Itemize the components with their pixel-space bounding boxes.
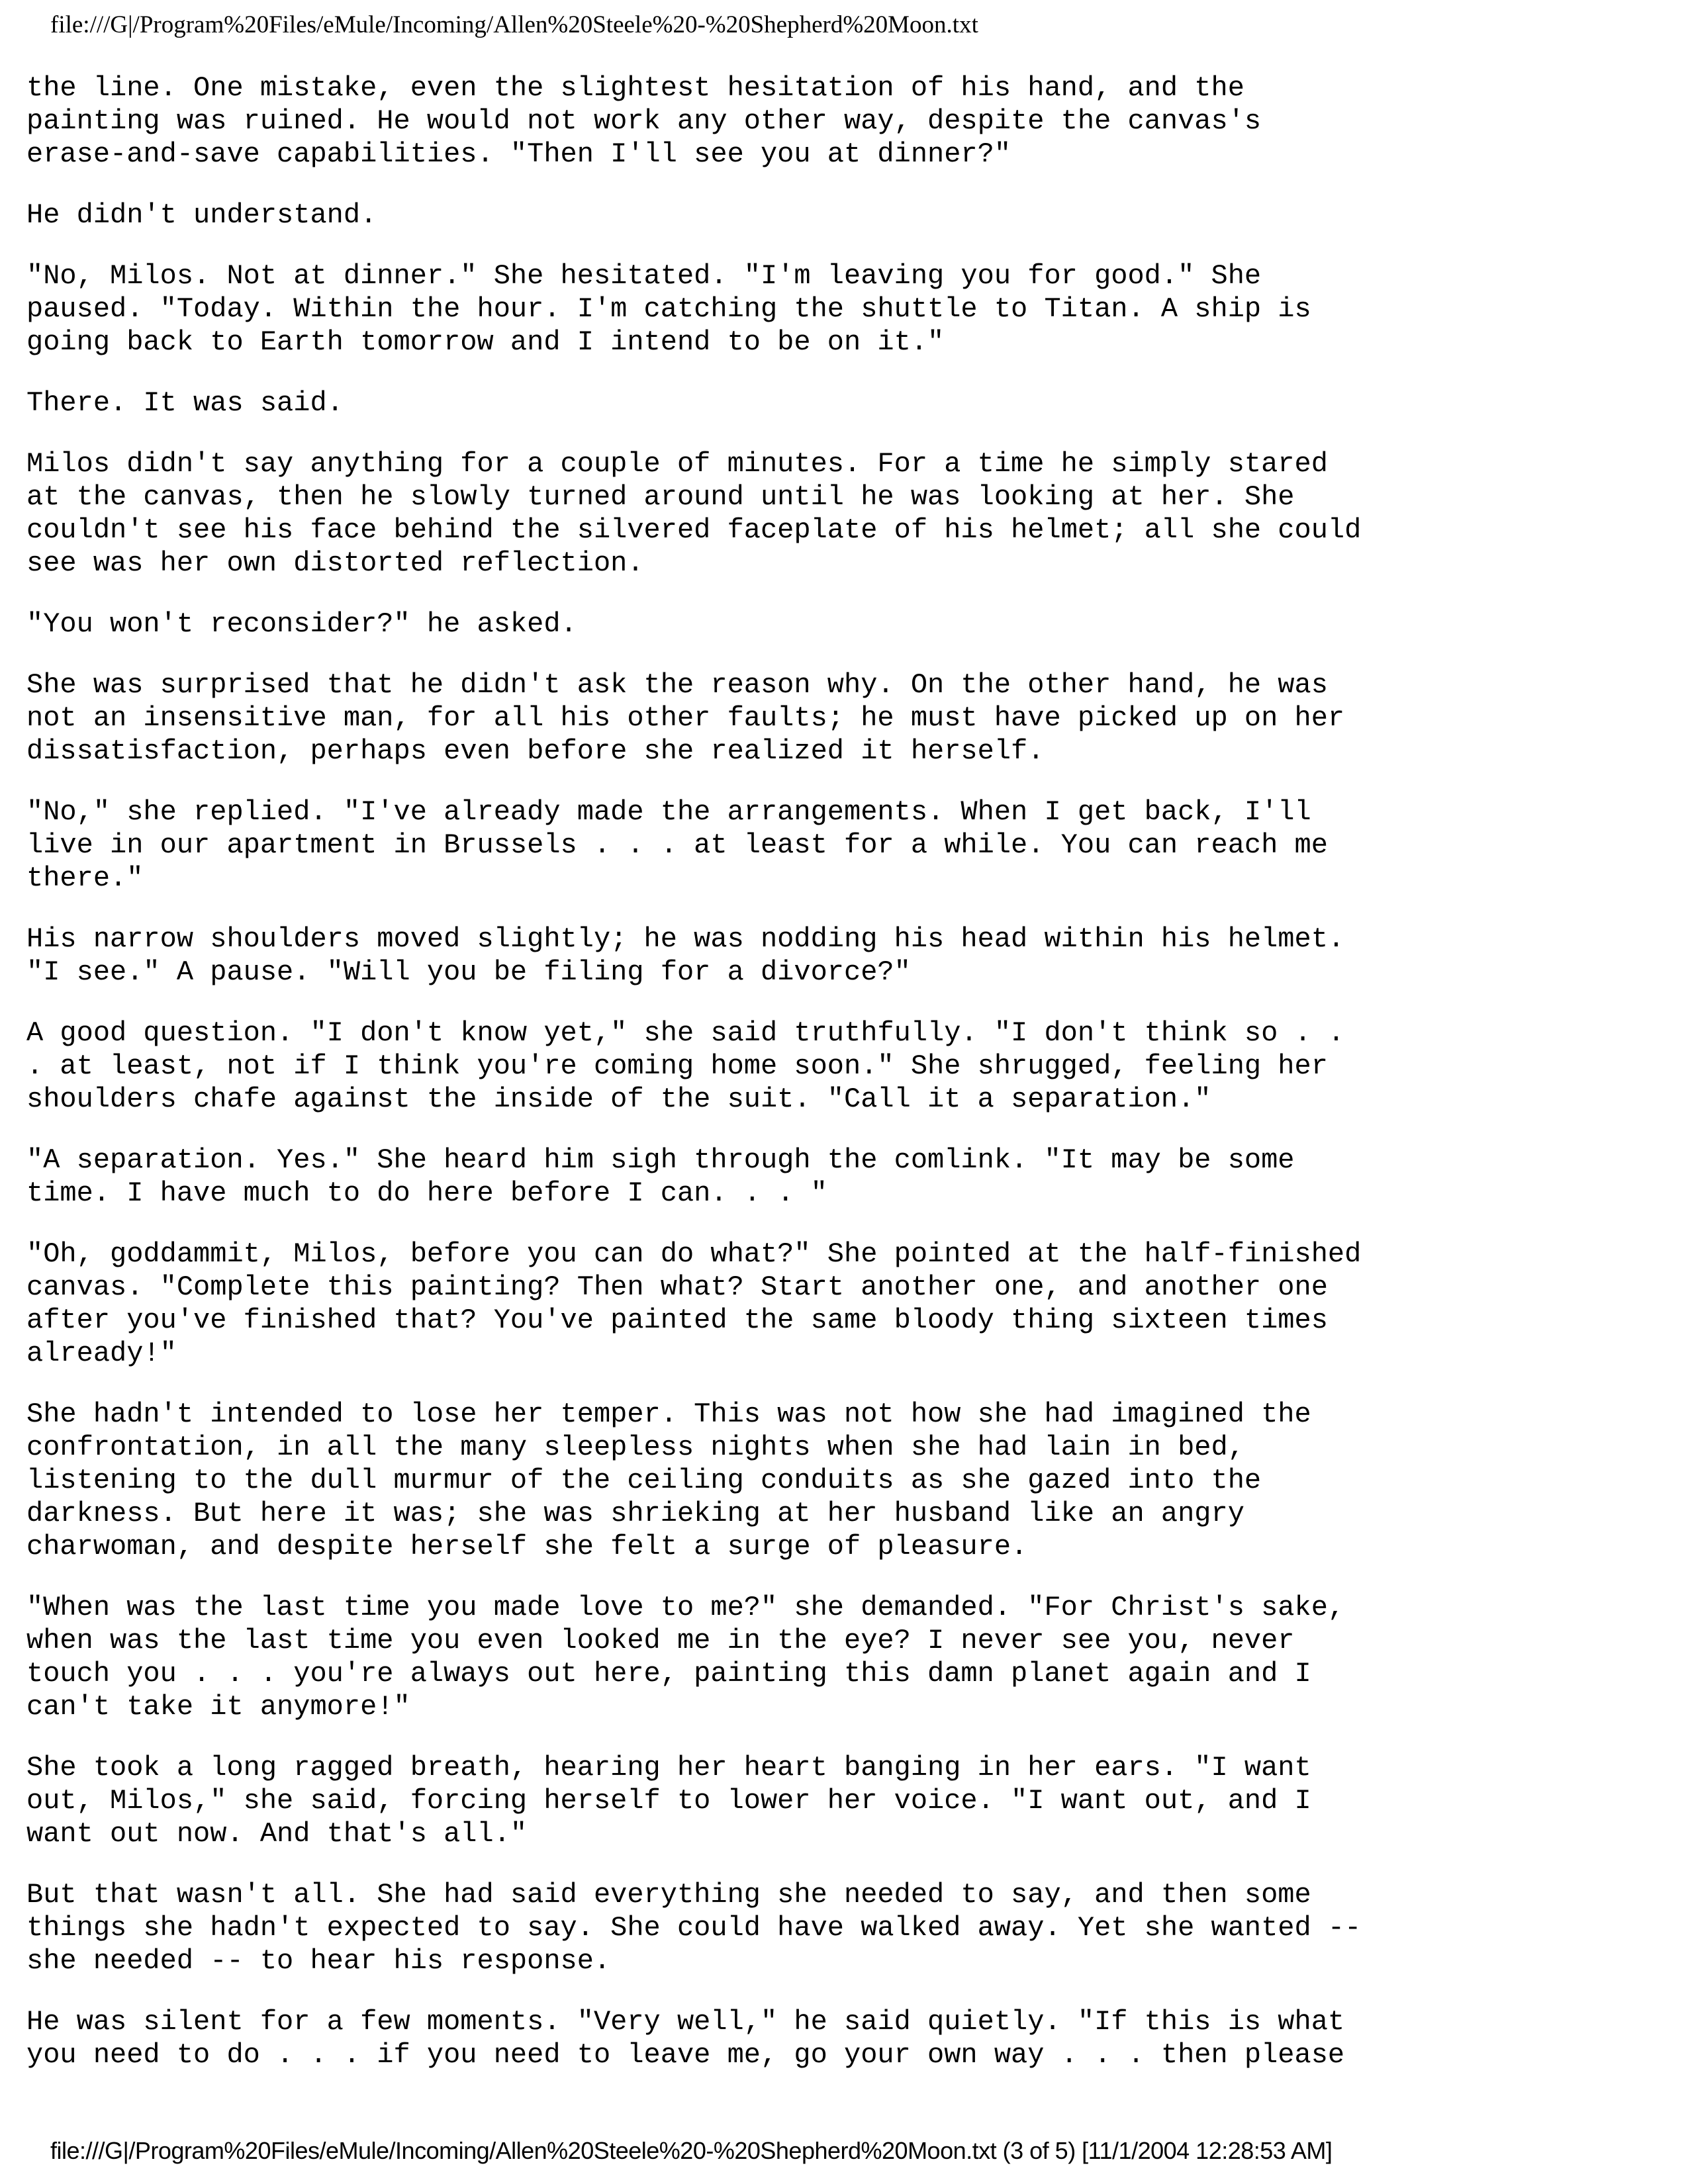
text-line: see was her own distorted reflection. [26, 547, 644, 579]
text-line: after you've finished that? You've painted the same bloody thing sixteen times [26, 1304, 1328, 1336]
paragraph [26, 1398, 1390, 1563]
text-line: touch you . . . you're always out here, painting this damn planet again and I [26, 1658, 1311, 1690]
text-line: listening to the dull murmur of the ceiling conduits as she gazed into the [26, 1465, 1262, 1496]
text-line: shoulders chafe against the inside of the suit. "Call it a separation." [26, 1083, 1211, 1115]
text-line: live in our apartment in Brussels . . . at least for a while. You can reach me [26, 829, 1328, 861]
text-line: But that wasn't all. She had said everything she needed to say, and then some [26, 1879, 1311, 1911]
paragraph [26, 1238, 1390, 1370]
text-line: There. It was said. [26, 387, 344, 419]
text-line: darkness. But here it was; she was shrieking at her husband like an angry [26, 1498, 1244, 1529]
text-line: dissatisfaction, perhaps even before she realized it herself. [26, 735, 1045, 767]
text-line: canvas. "Complete this painting? Then what? Start another one, and another one [26, 1271, 1328, 1303]
text-line: things she hadn't expected to say. She could have walked away. Yet she wanted -- [26, 1912, 1362, 1944]
text-line: Milos didn't say anything for a couple of minutes. For a time he simply stared [26, 448, 1328, 480]
text-line: out, Milos," she said, forcing herself to lower her voice. "I want out, and I [26, 1785, 1311, 1817]
text-line: you need to do . . . if you need to leave me, go your own way . . . then please [26, 2039, 1345, 2071]
paragraph [26, 2005, 1390, 2071]
text-line: He didn't understand. [26, 199, 377, 231]
text-line: charwoman, and despite herself she felt a surge of pleasure. [26, 1531, 1028, 1563]
paragraph [26, 71, 1390, 171]
text-line: when was the last time you even looked me in the eye? I never see you, never [26, 1625, 1295, 1657]
text-line: already!" [26, 1338, 177, 1369]
text-line: "No, Milos. Not at dinner." She hesitated. "I'm leaving you for good." She [26, 260, 1262, 292]
text-line: "When was the last time you made love to me?" she demanded. "For Christ's sake, [26, 1592, 1345, 1623]
text-line: painting was ruined. He would not work any other way, despite the canvas's [26, 105, 1262, 137]
paragraph [26, 608, 1390, 641]
paragraph [26, 199, 1390, 232]
paragraph [26, 796, 1390, 895]
text-line: there." [26, 862, 144, 894]
text-line: confrontation, in all the many sleepless nights when she had lain in bed, [26, 1432, 1244, 1463]
text-line: time. I have much to do here before I can. . . " [26, 1177, 827, 1209]
text-line: His narrow shoulders moved slightly; he was nodding his head within his helmet. [26, 923, 1345, 955]
text-line: "You won't reconsider?" he asked. [26, 608, 577, 640]
text-line: A good question. "I don't know yet," she said truthfully. "I don't think so . . [26, 1017, 1345, 1049]
text-line: "Oh, goddammit, Milos, before you can do what?" She pointed at the half-finished [26, 1238, 1362, 1270]
paragraph [26, 1878, 1390, 1978]
paragraph [26, 1591, 1390, 1723]
paragraph [26, 1017, 1390, 1116]
text-line: paused. "Today. Within the hour. I'm catching the shuttle to Titan. A ship is [26, 293, 1311, 325]
text-line: She hadn't intended to lose her temper. This was not how she had imagined the [26, 1398, 1311, 1430]
text-line: . at least, not if I think you're coming home soon." She shrugged, feeling her [26, 1050, 1328, 1082]
paragraph [26, 387, 1390, 420]
paragraph [26, 1751, 1390, 1850]
paragraph [26, 668, 1390, 768]
text-line: erase-and-save capabilities. "Then I'll see you at dinner?" [26, 138, 1011, 170]
text-line: can't take it anymore!" [26, 1691, 410, 1723]
text-line: "No," she replied. "I've already made the arrangements. When I get back, I'll [26, 796, 1311, 828]
text-line: "I see." A pause. "Will you be filing for a divorce?" [26, 956, 911, 988]
text-line: going back to Earth tomorrow and I intend to be on it." [26, 326, 945, 358]
paragraph [26, 447, 1390, 580]
text-line: want out now. And that's all." [26, 1818, 528, 1850]
text-line: He was silent for a few moments. "Very well," he said quietly. "If this is what [26, 2006, 1345, 2038]
text-line: "A separation. Yes." She heard him sigh through the comlink. "It may be some [26, 1144, 1295, 1176]
text-line: the line. One mistake, even the slightest hesitation of his hand, and the [26, 72, 1244, 104]
text-line: She took a long ragged breath, hearing her heart banging in her ears. "I want [26, 1752, 1311, 1784]
text-line: she needed -- to hear his response. [26, 1945, 611, 1977]
text-line: not an insensitive man, for all his other faults; he must have picked up on her [26, 702, 1345, 734]
story-text [26, 71, 1390, 2099]
text-line: at the canvas, then he slowly turned around until he was looking at her. She [26, 481, 1295, 513]
text-line: She was surprised that he didn't ask the reason why. On the other hand, he was [26, 669, 1328, 701]
page-footer: file:///G|/Program%20Files/eMule/Incoming/Allen%20Steele%20-%20Shepherd%20Moon.txt (3 of 5) [11/1/2004 12:28:53 AM] [50, 2137, 1333, 2164]
paragraph [26, 1144, 1390, 1210]
page-header-url: file:///G|/Program%20Files/eMule/Incoming/Allen%20Steele%20-%20Shepherd%20Moon.txt [50, 11, 978, 38]
paragraph [26, 259, 1390, 359]
text-line: couldn't see his face behind the silvered faceplate of his helmet; all she could [26, 514, 1362, 546]
paragraph [26, 923, 1390, 989]
